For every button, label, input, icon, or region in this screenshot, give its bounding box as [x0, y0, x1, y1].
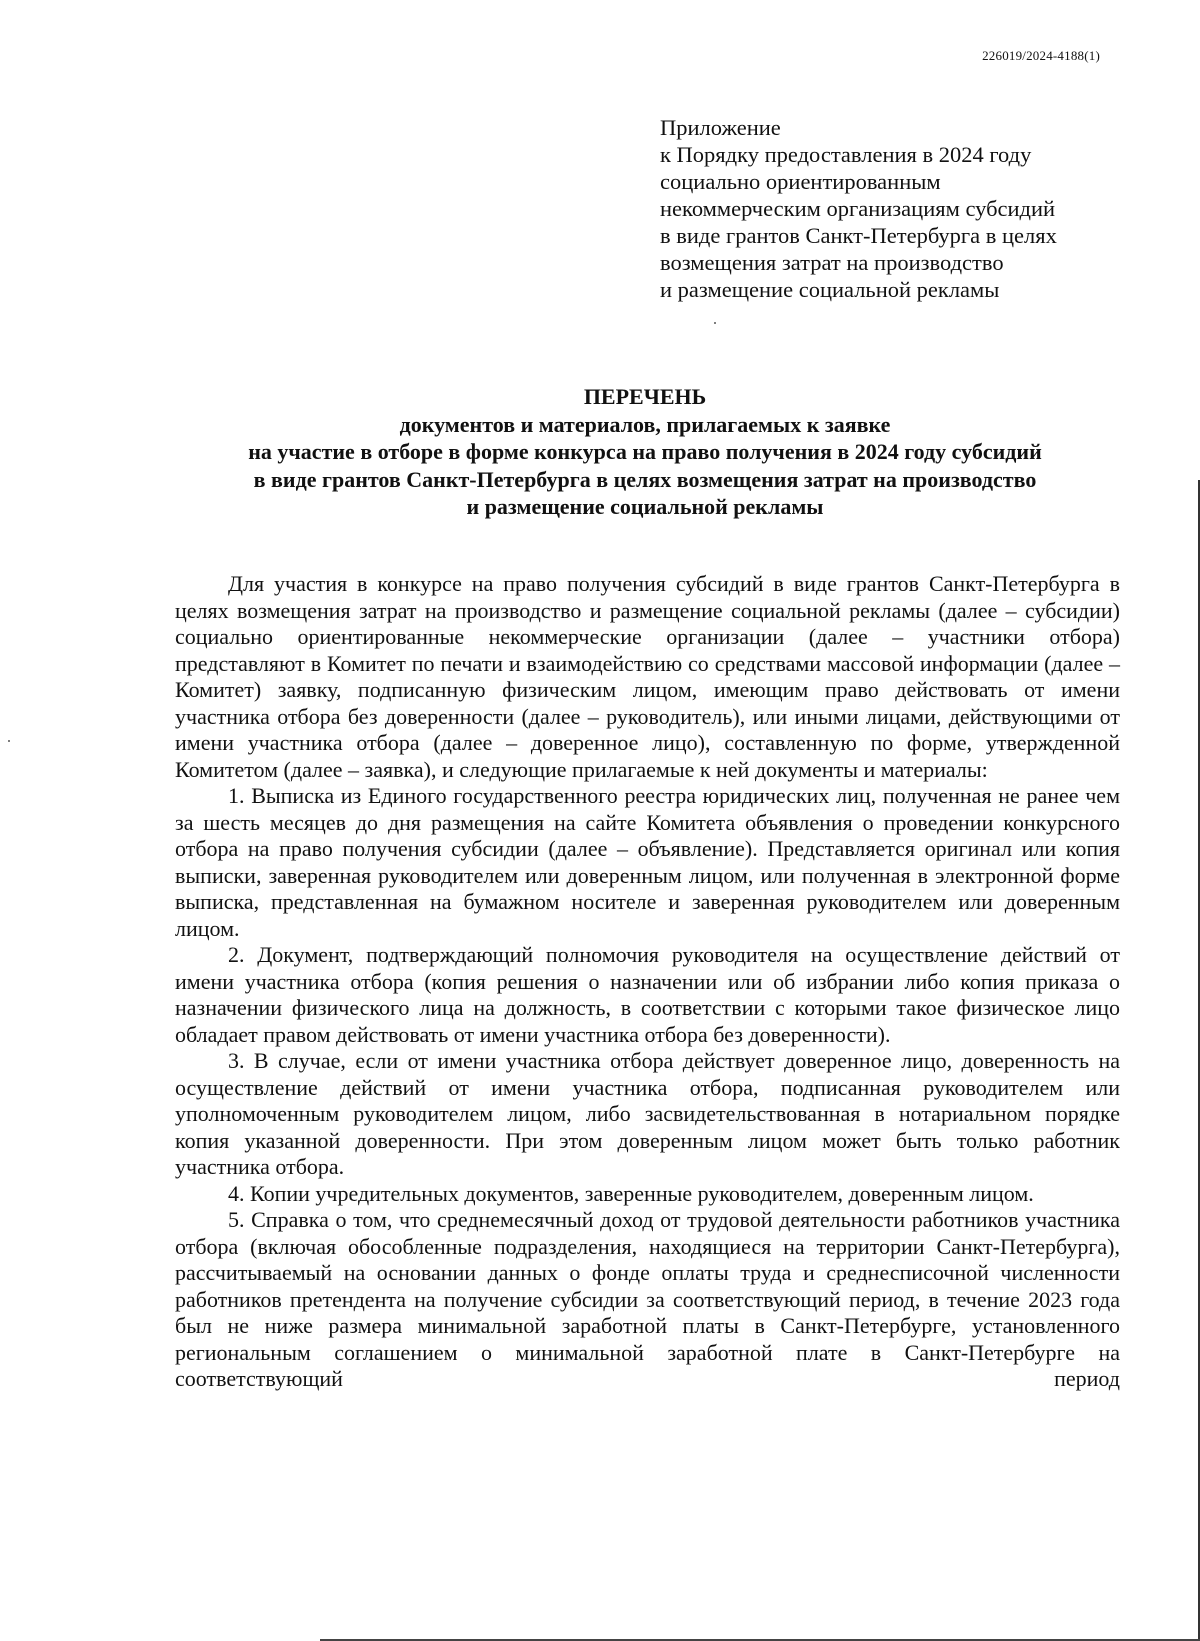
list-item: 2. Документ, подтверждающий полномочия руководителя на осуществление действий от имени участника отбора (копия решения о назначении или об избрании либо копия приказа о назначении физического лица на должность, в соответствии с которыми такое физическое лицо обладает правом действовать от имени участника отбора без доверенности). — [175, 942, 1120, 1047]
list-item: 3. В случае, если от имени участника отбора действует доверенное лицо, доверенность на осуществление действий от имени участника отбора, подписанная руководителем или уполномоченным руководителем лицом, либо засвидетельствованная в нотариальном порядке копия указанной доверенности. При этом доверенным лицом может быть только работник участника отбора. — [175, 1048, 1120, 1179]
appendix-block — [660, 114, 1130, 303]
list-item: 4. Копии учредительных документов, заверенные руководителем, доверенным лицом. — [228, 1180, 1034, 1206]
appendix-line: и размещение социальной рекламы — [660, 277, 1000, 302]
appendix-line: Приложение — [660, 115, 781, 140]
title-subtitle-line: документов и материалов, прилагаемых к заявке — [399, 411, 891, 437]
list-item: 5. Справка о том, что среднемесячный доход от трудовой деятельности работников участника отбора (включая обособленные подразделения, находящиеся на территории Санкт-Петербурга), рассчитываемый на основании данных о фонде оплаты труда и среднесписочной численности работников претендента на получение субсидии за соответствующий период, в течение 2023 года был не ниже размера минимальной заработной платы в Санкт-Петербурге, установленного региональным соглашением о минимальной заработной плате в Санкт-Петербурге на соответствующий период — [175, 1207, 1120, 1391]
title-subtitle-line: на участие в отборе в форме конкурса на право получения в 2024 году субсидий — [248, 439, 1042, 464]
document-body — [175, 571, 1120, 1393]
title-subtitle-line: и размещение социальной рекламы — [466, 494, 824, 519]
title-subtitle-line: в виде грантов Санкт-Петербурга в целях возмещения затрат на производство — [253, 466, 1037, 492]
document-title — [150, 383, 1140, 521]
scan-speck — [8, 740, 10, 742]
appendix-line: к Порядку предоставления в 2024 году — [660, 142, 1032, 167]
appendix-line: в виде грантов Санкт-Петербурга в целях — [660, 223, 1057, 248]
document-number: 226019/2024-4188(1) — [982, 48, 1100, 63]
list-item: 1. Выписка из Единого государственного реестра юридических лиц, полученная не ранее чем за шесть месяцев до дня размещения на сайте Комитета объявления о проведении конкурсного отбора на право получения субсидии (далее – объявление). Представляется оригинал или копия выписки, заверенная руководителем или доверенным лицом, или полученная в электронной форме выписка, представленная на бумажном носителе и заверенная руководителем или доверенным лицом. — [175, 783, 1120, 941]
intro-paragraph: Для участия в конкурсе на право получения субсидий в виде грантов Санкт-Петербурга в целях возмещения затрат на производство и размещение социальной рекламы (далее – субсидии) социально ориентированные некоммерческие организации (далее – участники отбора) представляют в Комитет по печати и взаимодействию со средствами массовой информации (далее – Комитет) заявку, подписанную физическим лицом, имеющим право действовать от имени участника отбора без доверенности (далее – руководитель), или иными лицами, действующими от имени участника отбора (далее – доверенное лицо), составленную по форме, утвержденной Комитетом (далее – заявка), и следующие прилагаемые к ней документы и материалы: — [175, 571, 1120, 782]
appendix-line: некоммерческим организациям субсидий — [660, 196, 1056, 221]
appendix-line: возмещения затрат на производство — [660, 250, 1004, 275]
scan-speck — [714, 322, 716, 324]
appendix-line: социально ориентированным — [660, 169, 941, 194]
title-heading: ПЕРЕЧЕНЬ — [583, 384, 707, 409]
